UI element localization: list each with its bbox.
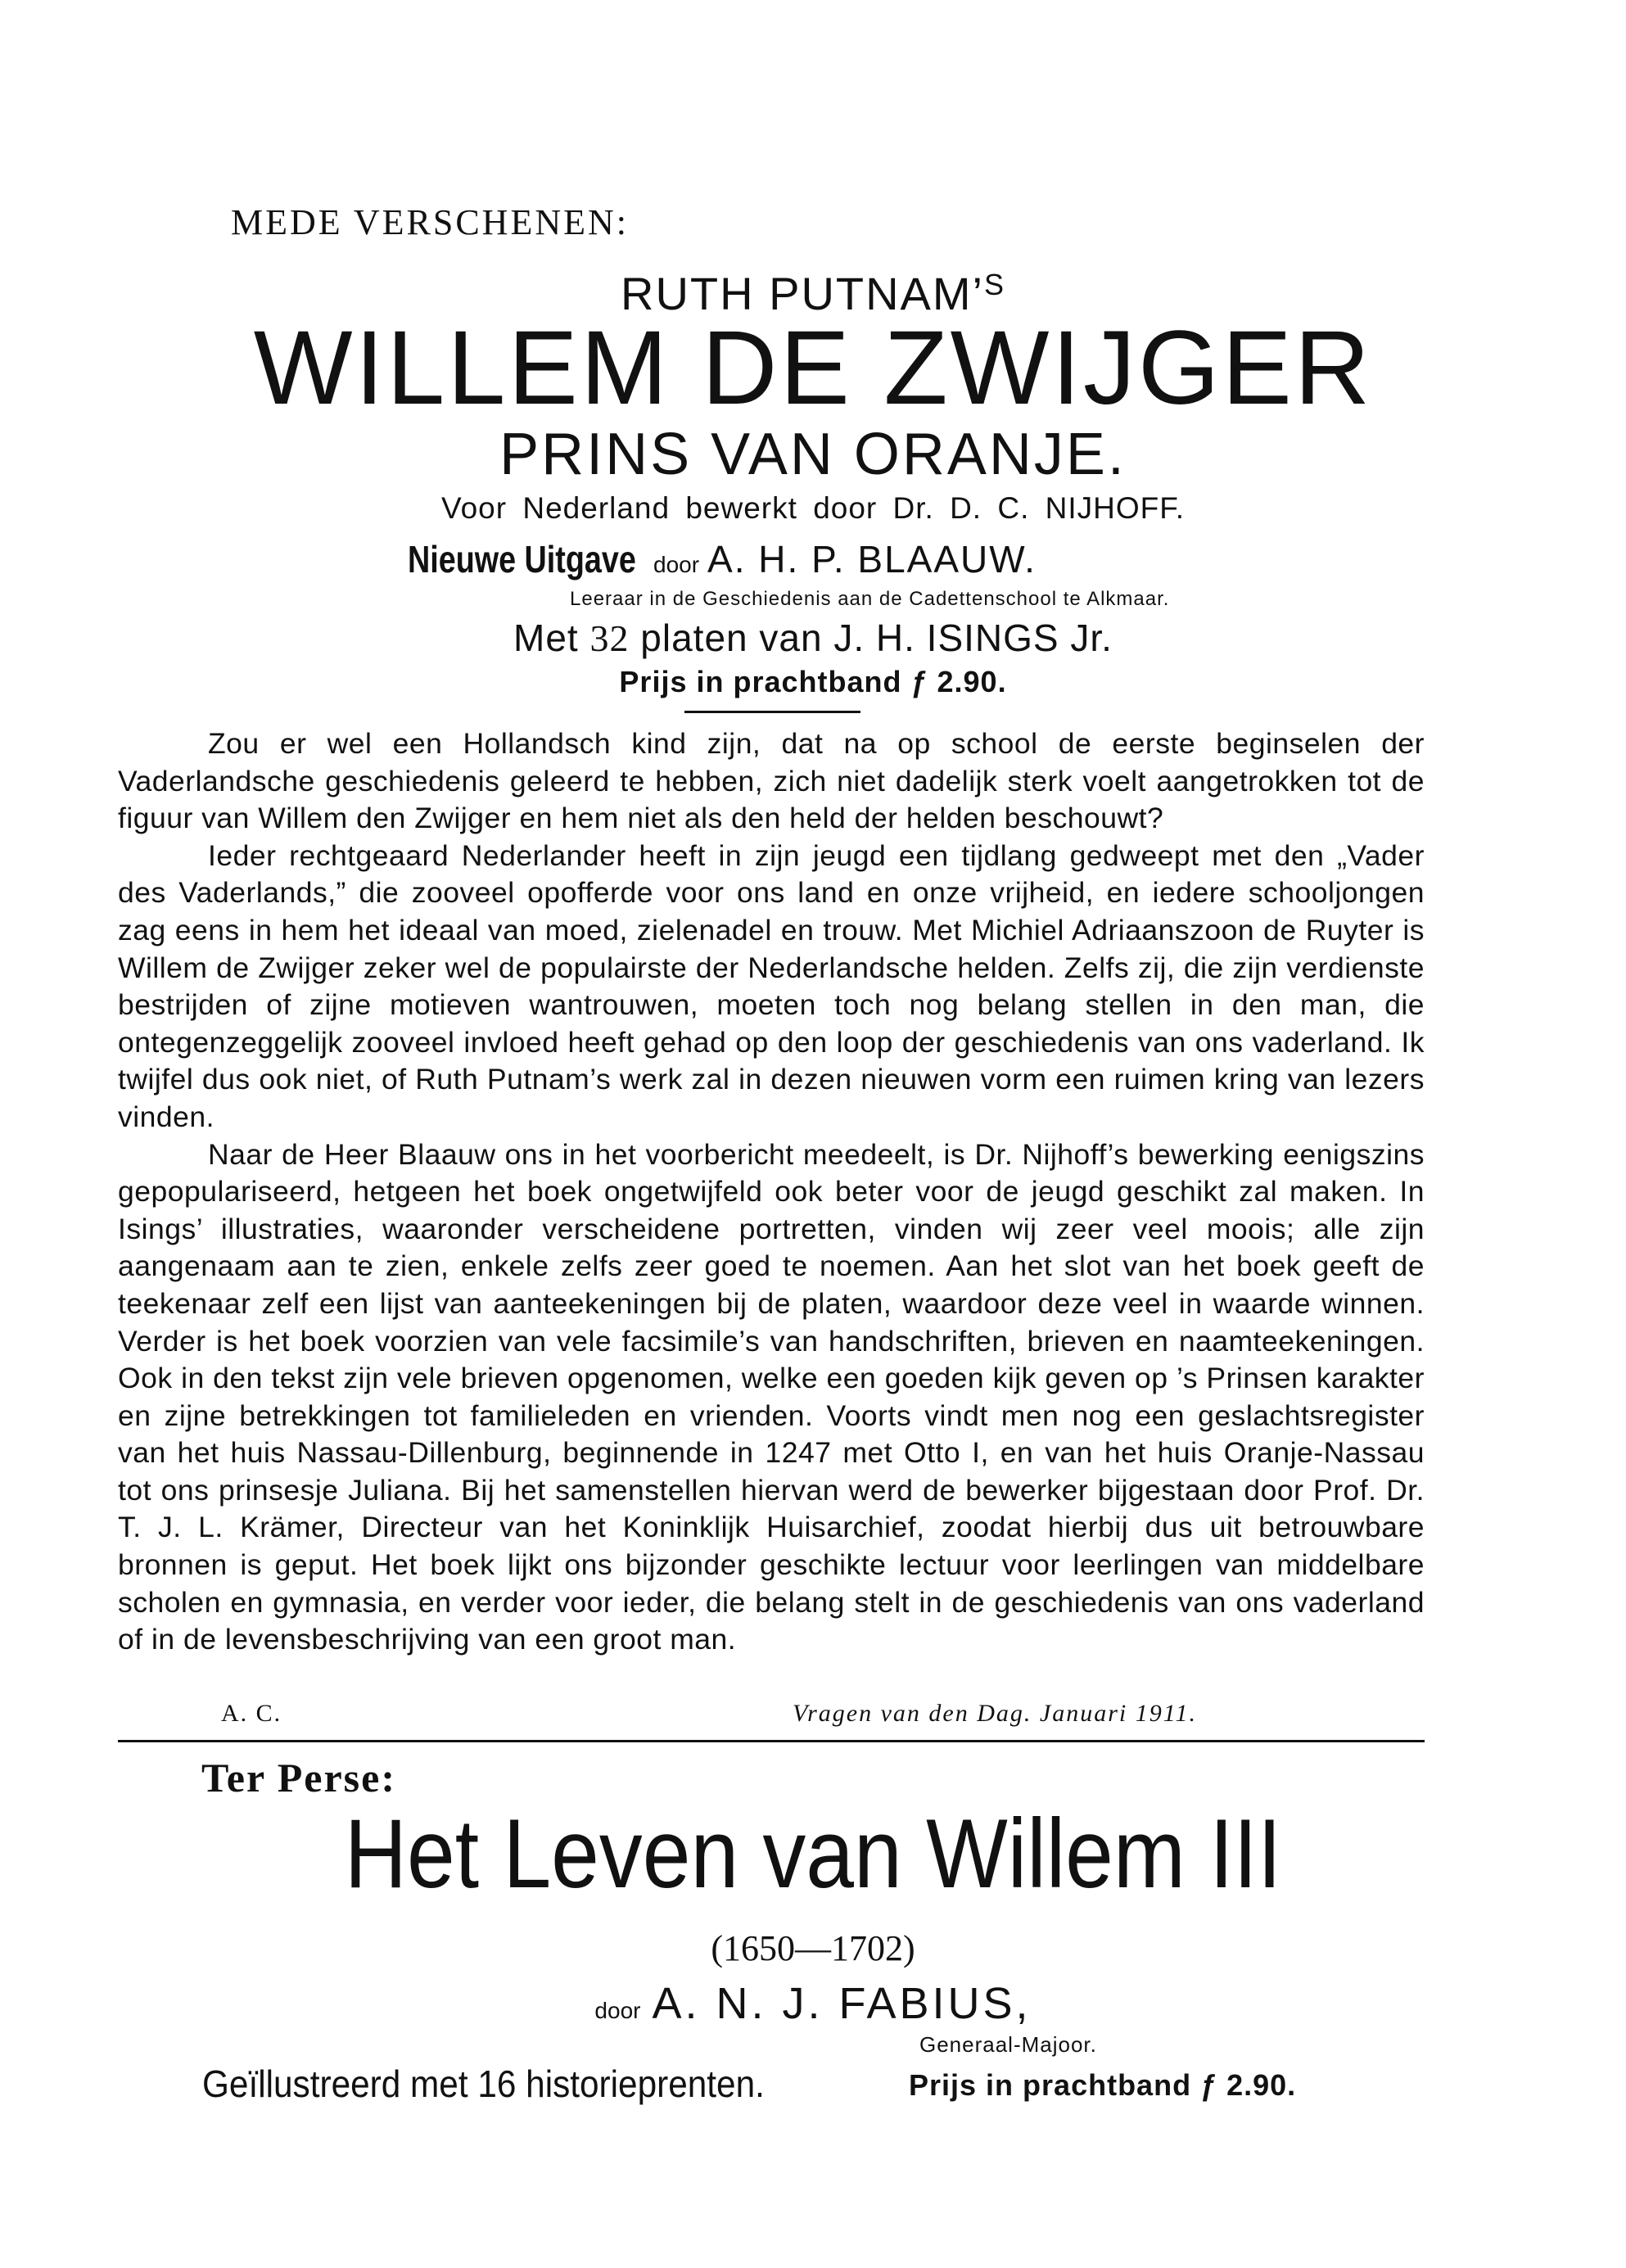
book1-plates-count: 32 <box>589 617 630 659</box>
book1-edition-author-title: Leeraar in de Geschiedenis aan de Cadettenschool te Alkmaar. <box>570 588 1170 610</box>
book1-edition-label: Nieuwe Uitgave <box>408 538 636 581</box>
review-source: Vragen van den Dag. Januari 1911. <box>793 1700 1197 1727</box>
short-divider <box>684 711 860 713</box>
review-body <box>118 725 1425 1659</box>
book1-edition-author: A. H. P. BLAAUW. <box>707 538 1037 581</box>
book2-door: door <box>594 1998 641 2023</box>
book2-illustrations: Geïllustreerd met 16 historieprenten. <box>202 2062 765 2105</box>
section-heading-mede-verschenen: MEDE VERSCHENEN: <box>231 202 629 242</box>
book1-title: WILLEM DE ZWIJGER <box>253 309 1373 427</box>
book2-author: A. N. J. FABIUS, <box>652 1979 1032 2028</box>
book1-plates-line <box>0 616 1626 660</box>
book1-author-name: RUTH PUTNAM’ <box>621 268 984 319</box>
book1-author-suffix: S <box>983 268 1005 301</box>
review-paragraph: Zou er wel een Hollandsch kind zijn, dat na op school de eerste beginselen der Vaderlandsche geschiedenis geleerd te hebben, zich niet dadelijk sterk voelt aangetrokken tot de figuur van Willem den Zwijger en hem niet als den held der helden beschouwt? <box>118 727 1425 835</box>
review-signature: A. C. <box>221 1700 282 1727</box>
book2-author-title: Generaal-Majoor. <box>919 2032 1097 2057</box>
book1-plates-post: platen van J. H. ISINGS Jr. <box>629 617 1113 659</box>
book1-plates-pre: Met <box>513 617 590 659</box>
book2-price: Prijs in prachtband ƒ 2.90. <box>909 2068 1297 2102</box>
book2-title: Het Leven van Willem III <box>344 1799 1282 1909</box>
book1-adaptation-line: Voor Nederland bewerkt door Dr. D. C. NIJHOFF. <box>440 491 1186 525</box>
review-paragraph: Naar de Heer Blaauw ons in het voorbericht meedeelt, is Dr. Nijhoff’s bewerking eenigszins gepopulariseerd, hetgeen het boek ongetwijfeld ook beter voor de jeugd geschikt zal maken. In Isings’ illustraties, waaronder verscheidene portretten, vinden wij zeer veel moois; alle zijn aangenaam aan te zien, enkele zelfs zeer goed te noemen. Aan het slot van het boek geeft de teekenaar zelf een lijst van aanteekeningen bij de platen, waardoor deze veel in waarde winnen. Verder is het boek voorzien van vele facsimile’s van handschriften, brieven en naamteekeningen. Ook in den tekst zijn vele brieven opgenomen, welke een goeden kijk geven op ’s Prinsen karakter en zijne betrekkingen tot familieleden en vrienden. Voorts vindt men nog een geslachtsregister van het huis Nassau-Dillenburg, beginnende in 1247 met Otto I, en van het huis Oranje-Nassau tot ons prinsesje Juliana. Bij het samenstellen hiervan werd de bewerker bijgestaan door Prof. Dr. T. J. L. Krämer, Directeur van het Koninklijk Huisarchief, zoodat hierbij dus uit betrouwbare bronnen is geput. Het boek lijkt ons bijzonder geschikte lectuur voor leerlingen van middelbare scholen en gymnasia, en verder voor ieder, die belang stelt in de geschiedenis van ons vaderland of in de levensbeschrijving van een groot man. <box>118 1137 1425 1656</box>
section-divider <box>118 1740 1425 1742</box>
book1-edition-door: door <box>653 552 700 577</box>
book1-edition-line <box>408 537 1037 581</box>
book1-price: Prijs in prachtband ƒ 2.90. <box>619 665 1007 698</box>
book2-author-line <box>0 1978 1626 2029</box>
book2-status: Ter Perse: <box>201 1755 396 1800</box>
book1-subtitle: PRINS VAN ORANJE. <box>499 422 1127 487</box>
review-paragraph: Ieder rechtgeaard Nederlander heeft in zijn jeugd een tijdlang gedweept met den „Vader des Vaderlands,” die zooveel opofferde voor ons land en onze vrijheid, en iedere schooljongen zag eens in hem het ideaal van moed, zielenadel en trouw. Met Michiel Adriaanszoon de Ruyter is Willem de Zwijger zeker wel de populairste der Nederlandsche helden. Zelfs zij, die zijn verdienste bestrijden of zijne motieven wantrouwen, moeten toch nog belang stellen in den man, die ontegenzeggelijk zooveel invloed heeft gehad op den loop der geschiedenis van ons vaderland. Ik twijfel dus ook niet, of Ruth Putnam’s werk zal in dezen nieuwen vorm een ruimen kring van lezers vinden. <box>118 838 1425 1133</box>
book2-years: (1650—1702) <box>711 1928 915 1968</box>
